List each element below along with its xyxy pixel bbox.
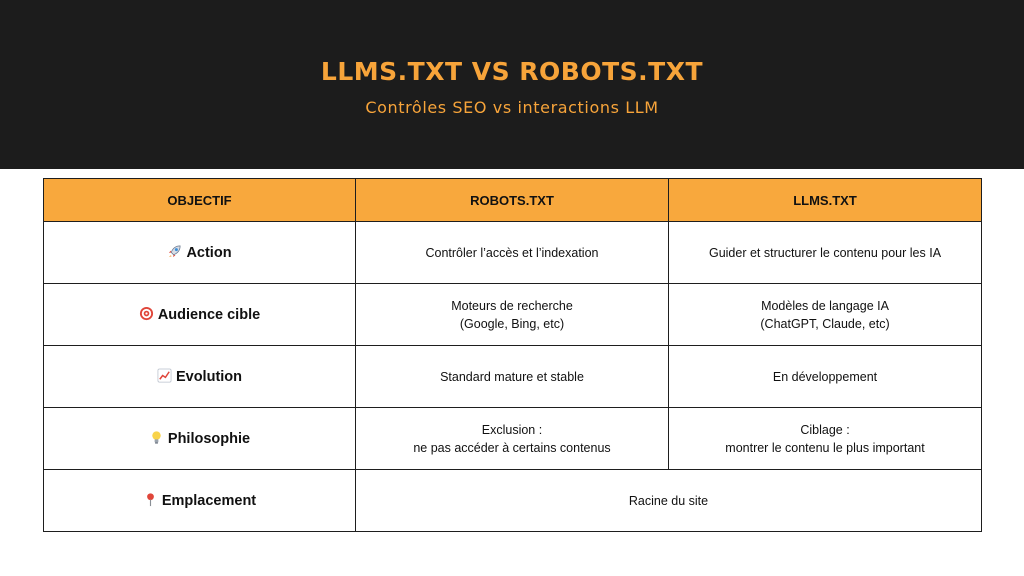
robots-cell: Standard mature et stable (356, 346, 669, 408)
row-label: Evolution (175, 368, 243, 385)
llms-cell: En développement (669, 346, 982, 408)
llms-cell: Modèles de langage IA (ChatGPT, Claude, etc) (669, 284, 982, 346)
column-header-objectif: OBJECTIF (44, 179, 356, 222)
row-label-cell (44, 346, 356, 408)
column-header-robots: ROBOTS.TXT (356, 179, 669, 222)
comparison-table (43, 178, 982, 532)
row-label-cell (44, 222, 356, 284)
table-header-row (44, 179, 982, 222)
llms-cell: Ciblage : montrer le contenu le plus important (669, 408, 982, 470)
chart-increasing-icon (157, 368, 172, 383)
robots-cell: Exclusion : ne pas accéder à certains contenus (356, 408, 669, 470)
row-label-cell (44, 470, 356, 532)
row-label-cell (44, 284, 356, 346)
table-row (44, 470, 982, 532)
table-row (44, 222, 982, 284)
row-label-cell (44, 408, 356, 470)
table-row (44, 408, 982, 470)
page-subtitle: Contrôles SEO vs interactions LLM (365, 98, 659, 117)
header-banner (0, 0, 1024, 169)
table-row (44, 284, 982, 346)
pin-icon (143, 492, 158, 507)
table-row (44, 346, 982, 408)
robots-cell: Contrôler l’accès et l’indexation (356, 222, 669, 284)
robots-cell: Moteurs de recherche (Google, Bing, etc) (356, 284, 669, 346)
row-label: Emplacement (161, 492, 257, 509)
row-label: Philosophie (167, 430, 251, 447)
shared-cell: Racine du site (356, 470, 982, 532)
page-title: LLMS.TXT VS ROBOTS.TXT (320, 57, 704, 86)
target-icon (139, 306, 154, 321)
column-header-llms: LLMS.TXT (669, 179, 982, 222)
rocket-icon (167, 244, 182, 259)
llms-cell: Guider et structurer le contenu pour les IA (669, 222, 982, 284)
row-label: Action (186, 244, 232, 261)
row-label: Audience cible (157, 306, 261, 323)
light-bulb-icon (149, 430, 164, 445)
